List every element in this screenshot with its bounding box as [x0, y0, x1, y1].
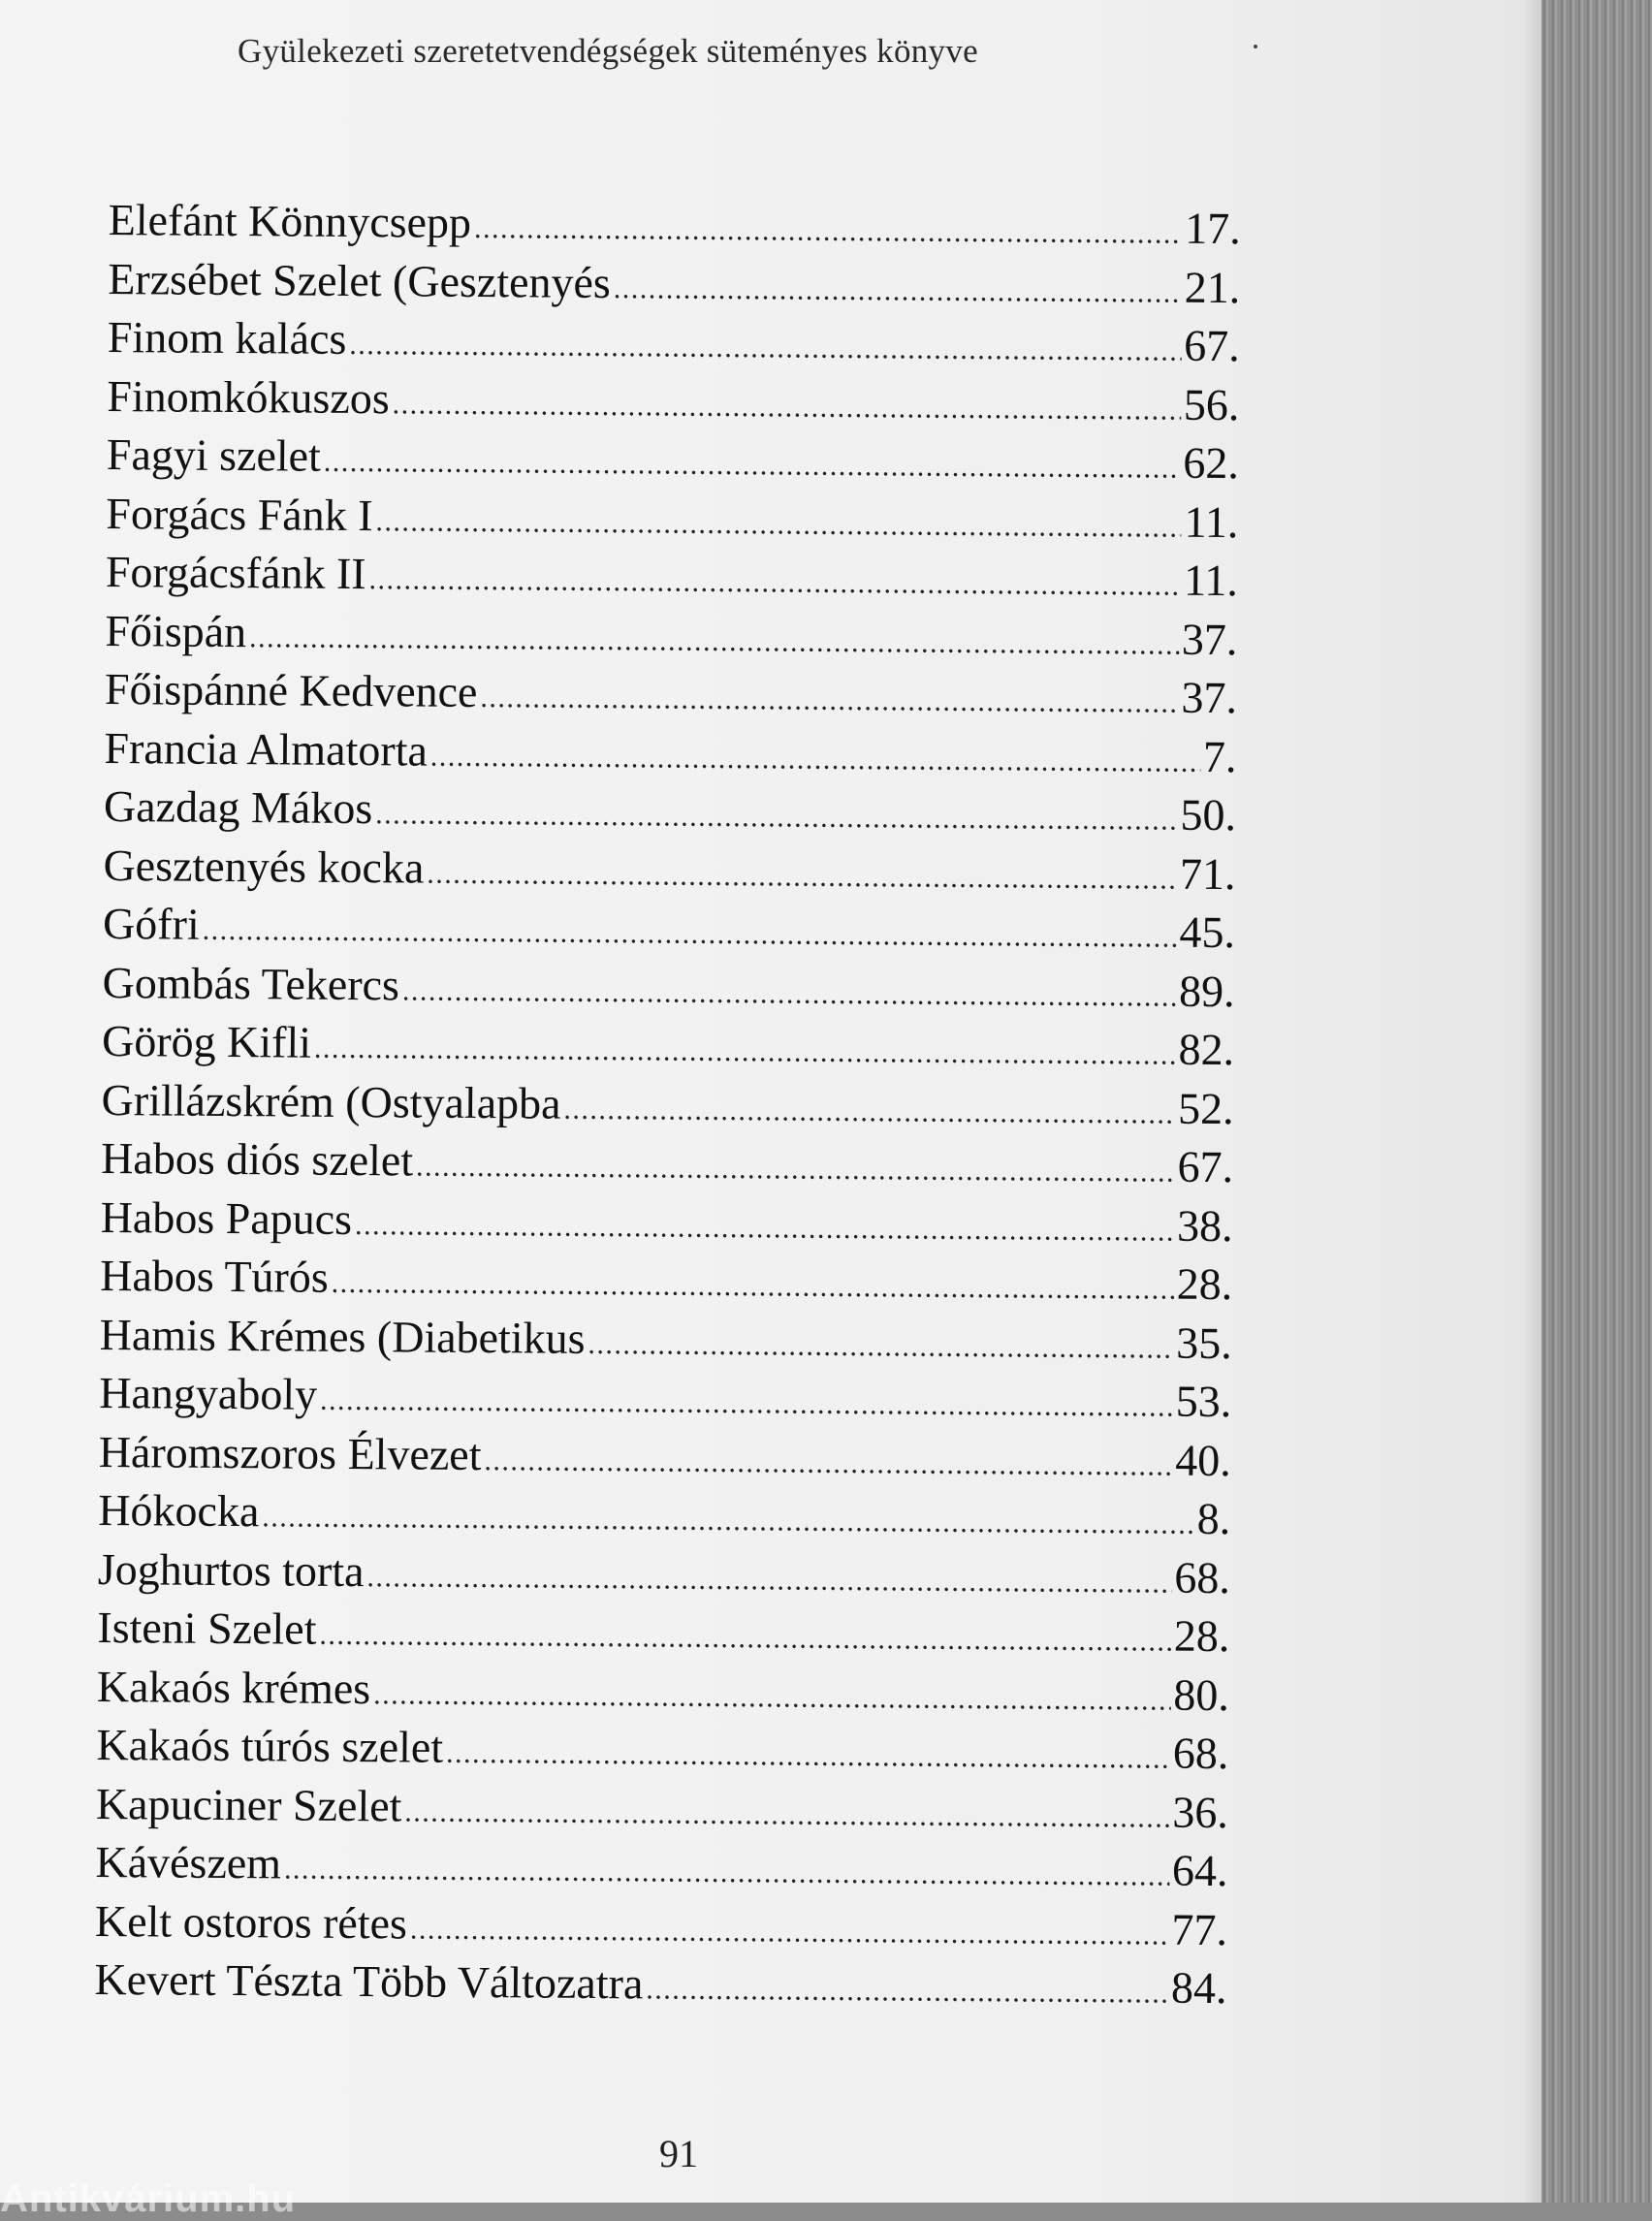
page-number: 91 — [659, 2132, 698, 2175]
page-reference: 35. — [1176, 1317, 1232, 1368]
page-reference: 68. — [1172, 1728, 1229, 1779]
dot-leader — [646, 1973, 1168, 2010]
page-reference: 17. — [1185, 203, 1241, 254]
index-entry — [104, 780, 1236, 848]
recipe-title: Kevert Tészta Több Változatra — [94, 1953, 644, 2009]
index-entry — [105, 663, 1237, 731]
recipe-title: Joghurtos torta — [97, 1543, 365, 1596]
index-entry — [98, 1484, 1230, 1552]
recipe-index — [94, 194, 1241, 2021]
recipe-title: Isteni Szelet — [97, 1602, 317, 1654]
recipe-title: Kapuciner Szelet — [95, 1778, 402, 1830]
index-entry — [96, 1719, 1228, 1787]
page-reference: 67. — [1184, 320, 1241, 371]
index-entry — [99, 1425, 1231, 1493]
page-reference: 28. — [1173, 1610, 1230, 1662]
page-reference: 36. — [1172, 1787, 1229, 1837]
dot-leader — [402, 974, 1176, 1013]
index-entry — [100, 1190, 1232, 1258]
index-entry — [107, 428, 1239, 496]
index-entry — [101, 1073, 1233, 1141]
recipe-title: Hangyaboly — [99, 1367, 318, 1419]
page-reference: 28. — [1176, 1258, 1233, 1310]
page-reference: 89. — [1178, 966, 1235, 1016]
page-edge-stack — [1541, 0, 1652, 2203]
recipe-title: Gesztenyés kocka — [103, 840, 425, 893]
index-entry — [102, 1015, 1234, 1083]
dot-leader — [262, 1501, 1194, 1541]
dot-leader — [446, 1737, 1170, 1776]
dot-leader — [410, 1913, 1169, 1951]
page-reference: 71. — [1179, 848, 1236, 899]
index-entry — [99, 1308, 1231, 1376]
running-header: Gyülekezeti szeretetvendégségek süteményes könyve — [238, 32, 978, 70]
recipe-title: Kelt ostoros rétes — [94, 1895, 408, 1948]
page-reference: 68. — [1174, 1552, 1231, 1602]
page-reference: 80. — [1173, 1669, 1230, 1720]
page-reference: 37. — [1181, 672, 1238, 723]
dot-leader — [320, 1384, 1173, 1424]
index-entry — [97, 1660, 1229, 1728]
recipe-title: Forgácsfánk II — [105, 546, 366, 599]
recipe-title: Grillázskrém (Ostyalapba — [101, 1074, 561, 1128]
dot-leader — [366, 1561, 1171, 1601]
page-reference: 8. — [1196, 1493, 1231, 1544]
index-entry — [97, 1602, 1229, 1669]
dot-leader — [373, 1678, 1170, 1717]
recipe-title: Gombás Tekercs — [102, 957, 400, 1009]
page-reference: 52. — [1177, 1083, 1234, 1133]
dot-leader — [588, 1327, 1173, 1365]
recipe-title: Habos Túrós — [100, 1250, 329, 1302]
dot-leader — [203, 914, 1177, 955]
recipe-title: Habos diós szelet — [100, 1132, 414, 1186]
watermark-text: Antikvárium.hu — [0, 2177, 297, 2220]
page-reference: 40. — [1175, 1435, 1231, 1485]
dot-leader — [416, 1151, 1175, 1190]
page-reference: 84. — [1170, 1962, 1227, 2014]
recipe-title: Főispán — [105, 605, 247, 656]
recipe-title: Háromszoros Élvezet — [98, 1426, 482, 1479]
ink-speck — [1254, 45, 1257, 48]
index-entry — [106, 546, 1238, 614]
recipe-title: Gófri — [102, 898, 200, 949]
recipe-title: Habos Papucs — [100, 1191, 353, 1244]
recipe-title: Kakaós túrós szelet — [96, 1719, 444, 1772]
page-reference: 11. — [1183, 555, 1239, 606]
dot-leader — [404, 1795, 1169, 1834]
page-reference: 53. — [1175, 1376, 1232, 1427]
index-entry — [96, 1777, 1228, 1845]
dot-leader — [563, 1093, 1175, 1130]
dot-leader — [480, 682, 1178, 720]
recipe-title: Hókocka — [98, 1484, 260, 1537]
recipe-title: Gazdag Mákos — [103, 780, 373, 834]
index-entry — [109, 194, 1241, 262]
index-entry — [106, 487, 1238, 555]
page-reference: 82. — [1178, 1024, 1235, 1075]
dot-leader — [375, 505, 1181, 545]
dot-leader — [332, 1267, 1174, 1307]
index-entry — [107, 369, 1239, 437]
index-entry — [100, 1250, 1232, 1317]
recipe-title: Finomkókuszos — [107, 370, 390, 423]
recipe-title: Fagyi szelet — [106, 428, 322, 481]
recipe-title: Forgács Fánk I — [106, 488, 373, 540]
page-reference: 21. — [1184, 262, 1241, 312]
recipe-title: Főispánné Kedvence — [104, 663, 478, 717]
dot-leader — [355, 1209, 1174, 1249]
index-entry — [104, 721, 1236, 789]
recipe-title: Kávészem — [95, 1836, 282, 1888]
dot-leader — [319, 1619, 1171, 1659]
page-reference: 50. — [1180, 789, 1237, 841]
dot-leader — [249, 621, 1179, 662]
index-entry — [99, 1367, 1231, 1435]
recipe-title: Kakaós krémes — [96, 1661, 371, 1713]
index-entry — [102, 956, 1234, 1024]
recipe-title: Finom kalács — [107, 311, 347, 364]
recipe-title: Elefánt Könnycsepp — [108, 194, 472, 247]
recipe-title: Hamis Krémes (Diabetikus — [99, 1309, 586, 1363]
dot-leader — [284, 1853, 1169, 1892]
page-reference: 38. — [1176, 1200, 1233, 1251]
recipe-title: Erzsébet Szelet (Gesztenyés — [108, 253, 612, 307]
dot-leader — [314, 1032, 1176, 1072]
dot-leader — [375, 798, 1178, 837]
index-entry — [101, 1132, 1233, 1200]
dot-leader — [614, 272, 1182, 310]
recipe-title: Görög Kifli — [101, 1015, 312, 1067]
dot-leader — [484, 1444, 1172, 1483]
page-reference: 56. — [1183, 379, 1240, 429]
recipe-title: Francia Almatorta — [104, 722, 429, 776]
index-entry — [95, 1894, 1227, 1962]
dot-leader — [349, 329, 1181, 368]
page-reference: 11. — [1184, 496, 1239, 547]
page-reference: 67. — [1177, 1141, 1234, 1192]
index-entry — [103, 839, 1235, 906]
index-entry — [94, 1953, 1226, 2021]
page-reference: 45. — [1179, 906, 1236, 958]
page-reference: 77. — [1171, 1904, 1228, 1954]
index-entry — [95, 1836, 1227, 1904]
index-entry — [108, 311, 1240, 379]
index-entry — [103, 898, 1235, 966]
index-entry — [108, 252, 1240, 320]
page-reference: 37. — [1181, 614, 1238, 664]
dot-leader — [368, 563, 1181, 603]
dot-leader — [393, 388, 1181, 427]
dot-leader — [324, 446, 1181, 486]
index-entry — [98, 1542, 1230, 1610]
page-reference: 64. — [1171, 1845, 1228, 1896]
dot-leader — [474, 212, 1182, 251]
page-reference: 7. — [1202, 731, 1237, 781]
dot-leader — [430, 740, 1200, 778]
page-reference: 62. — [1183, 437, 1240, 489]
index-entry — [105, 604, 1237, 672]
dot-leader — [427, 857, 1177, 896]
